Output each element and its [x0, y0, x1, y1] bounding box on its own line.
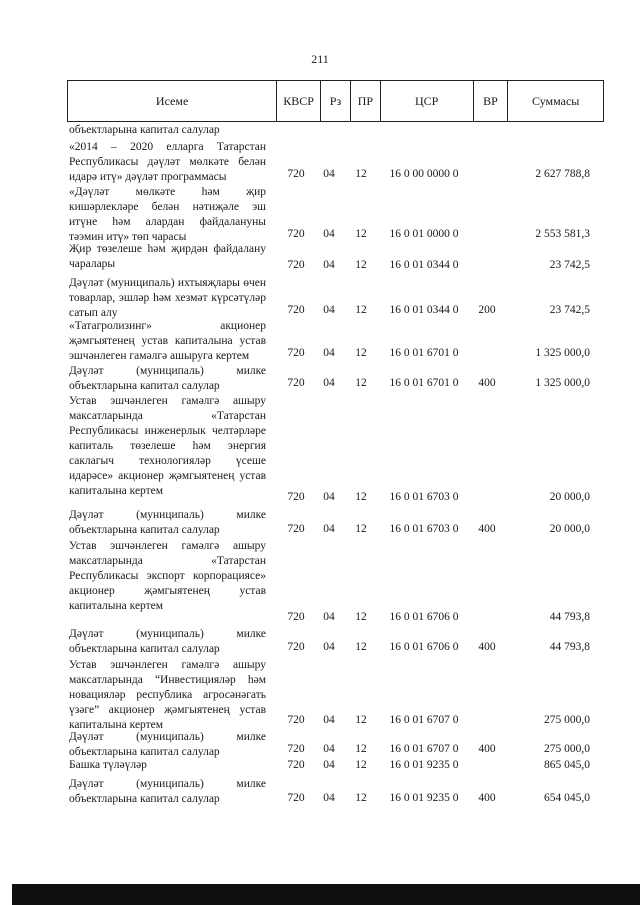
row-kvsr: 720: [287, 641, 305, 653]
column-header-vr: ВР: [473, 81, 508, 121]
row-rz: 04: [323, 259, 335, 271]
row-pr: 12: [355, 259, 367, 271]
row-rz: 04: [323, 168, 335, 180]
row-kvsr: 720: [287, 228, 305, 240]
row-sum: 44 793,8: [549, 611, 590, 623]
row-kvsr: 720: [287, 611, 305, 623]
row-rz: 04: [323, 347, 335, 359]
row-kvsr: 720: [287, 714, 305, 726]
row-name: Устав эшчәнлеген гамәлгә ашыру максатларында «Татарстан Республикасы экспорт корпорациясе» акционер җәмгыятенең устав капиталына кертем: [69, 540, 266, 612]
row-pr: 12: [355, 523, 367, 535]
row-kvsr: 720: [287, 377, 305, 389]
column-header-rz: Рз: [320, 81, 350, 121]
row-sum: 2 553 581,3: [535, 228, 590, 240]
row-sum: 20 000,0: [549, 523, 590, 535]
row-pr: 12: [355, 792, 367, 804]
row-name: Дәүләт (муниципаль) милке объектларына капитал салулар: [69, 509, 266, 536]
row-csr: 16 0 01 6707 0: [389, 714, 459, 726]
row-csr: 16 0 01 0000 0: [389, 228, 459, 240]
row-sum: 20 000,0: [549, 491, 590, 503]
row-kvsr: 720: [287, 491, 305, 503]
row-rz: 04: [323, 743, 335, 755]
row-csr: 16 0 01 6706 0: [389, 641, 459, 653]
row-pr: 12: [355, 304, 367, 316]
scan-edge-bar: [12, 884, 640, 905]
row-name: Устав эшчәнлеген гамәлгә ашыру максатларында «Татарстан Республикасы инженерлык челтәрләре капиталь төзелеше һәм энергия саклагыч технологияләр үсеше идарәсе» акционер җәмгыятенең устав капиталына кертем: [69, 395, 266, 497]
row-sum: 23 742,5: [549, 259, 590, 271]
row-rz: 04: [323, 491, 335, 503]
row-kvsr: 720: [287, 792, 305, 804]
table-header: [67, 80, 604, 122]
row-name: Дәүләт (муниципаль) ихтыяҗлары өчен товарлар, эшләр һәм хезмәт күрсәтүләр сатып алу: [69, 277, 266, 319]
row-pr: 12: [355, 759, 367, 771]
row-vr: 400: [478, 743, 496, 755]
row-vr: 400: [478, 641, 496, 653]
row-pr: 12: [355, 743, 367, 755]
row-pr: 12: [355, 491, 367, 503]
row-csr: 16 0 01 9235 0: [389, 759, 459, 771]
row-rz: 04: [323, 304, 335, 316]
column-header-name: Исеме: [155, 93, 189, 108]
column-header-kvsr: КВСР: [276, 81, 320, 121]
row-kvsr: 720: [287, 347, 305, 359]
row-pr: 12: [355, 377, 367, 389]
row-vr: 400: [478, 523, 496, 535]
row-pr: 12: [355, 611, 367, 623]
row-csr: 16 0 01 6703 0: [389, 523, 459, 535]
row-csr: 16 0 01 9235 0: [389, 792, 459, 804]
row-name: Дәүләт (муниципаль) милке объектларына капитал салулар: [69, 731, 266, 758]
row-sum: 1 325 000,0: [535, 347, 590, 359]
row-csr: 16 0 00 0000 0: [389, 168, 459, 180]
row-name: «Дәүләт мөлкәте һәм җир кишәрлекләре белән нәтиҗәле эш итүне һәм алардан файдалануны тәэмин итү» төп чарасы: [69, 186, 266, 243]
row-name: Башка түләүләр: [69, 759, 147, 771]
row-sum: 23 742,5: [549, 304, 590, 316]
row-rz: 04: [323, 792, 335, 804]
row-name: объектларына капитал салулар: [69, 124, 220, 136]
row-name: Дәүләт (муниципаль) милке объектларына капитал салулар: [69, 628, 266, 655]
row-kvsr: 720: [287, 259, 305, 271]
row-rz: 04: [323, 759, 335, 771]
row-pr: 12: [355, 347, 367, 359]
row-pr: 12: [355, 228, 367, 240]
row-rz: 04: [323, 228, 335, 240]
row-sum: 865 045,0: [544, 759, 590, 771]
row-csr: 16 0 01 6701 0: [389, 377, 459, 389]
row-pr: 12: [355, 641, 367, 653]
row-sum: 2 627 788,8: [535, 168, 590, 180]
row-name: «Татагролизинг» акционер җәмгыятенең устав капиталына устав эшчәнлеген гамәлгә ашыруга кертем: [69, 320, 266, 362]
row-kvsr: 720: [287, 168, 305, 180]
column-header-sum: Суммасы: [507, 81, 603, 121]
row-csr: 16 0 01 6701 0: [389, 347, 459, 359]
row-kvsr: 720: [287, 523, 305, 535]
row-rz: 04: [323, 523, 335, 535]
row-sum: 654 045,0: [544, 792, 590, 804]
row-pr: 12: [355, 714, 367, 726]
row-sum: 44 793,8: [549, 641, 590, 653]
row-csr: 16 0 01 6703 0: [389, 491, 459, 503]
row-sum: 1 325 000,0: [535, 377, 590, 389]
row-sum: 275 000,0: [544, 743, 590, 755]
row-csr: 16 0 01 0344 0: [389, 259, 459, 271]
row-vr: 200: [478, 304, 496, 316]
row-name: Җир төзелеше һәм җирдән файдалану чаралары: [69, 243, 266, 270]
row-name: Дәүләт (муниципаль) милке объектларына капитал салулар: [69, 365, 266, 392]
row-vr: 400: [478, 377, 496, 389]
row-kvsr: 720: [287, 759, 305, 771]
row-rz: 04: [323, 377, 335, 389]
row-sum: 275 000,0: [544, 714, 590, 726]
row-name: Устав эшчәнлеген гамәлгә ашыру максатларында “Инвестицияләр һәм новацияләр республика агросәнәгать үзәге” акционер җәмгыятенең устав капиталына кертем: [69, 659, 266, 731]
row-name: «2014 – 2020 елларга Татарстан Республикасы дәүләт мөлкәте белән идарә итү» дәүләт программасы: [69, 141, 266, 183]
row-vr: 400: [478, 792, 496, 804]
row-rz: 04: [323, 714, 335, 726]
row-csr: 16 0 01 0344 0: [389, 304, 459, 316]
column-header-pr: ПР: [350, 81, 380, 121]
column-header-csr: ЦСР: [380, 81, 473, 121]
row-kvsr: 720: [287, 304, 305, 316]
row-csr: 16 0 01 6706 0: [389, 611, 459, 623]
page-number: 211: [311, 52, 329, 66]
row-kvsr: 720: [287, 743, 305, 755]
row-pr: 12: [355, 168, 367, 180]
row-rz: 04: [323, 641, 335, 653]
row-rz: 04: [323, 611, 335, 623]
row-name: Дәүләт (муниципаль) милке объектларына капитал салулар: [69, 778, 266, 805]
row-csr: 16 0 01 6707 0: [389, 743, 459, 755]
